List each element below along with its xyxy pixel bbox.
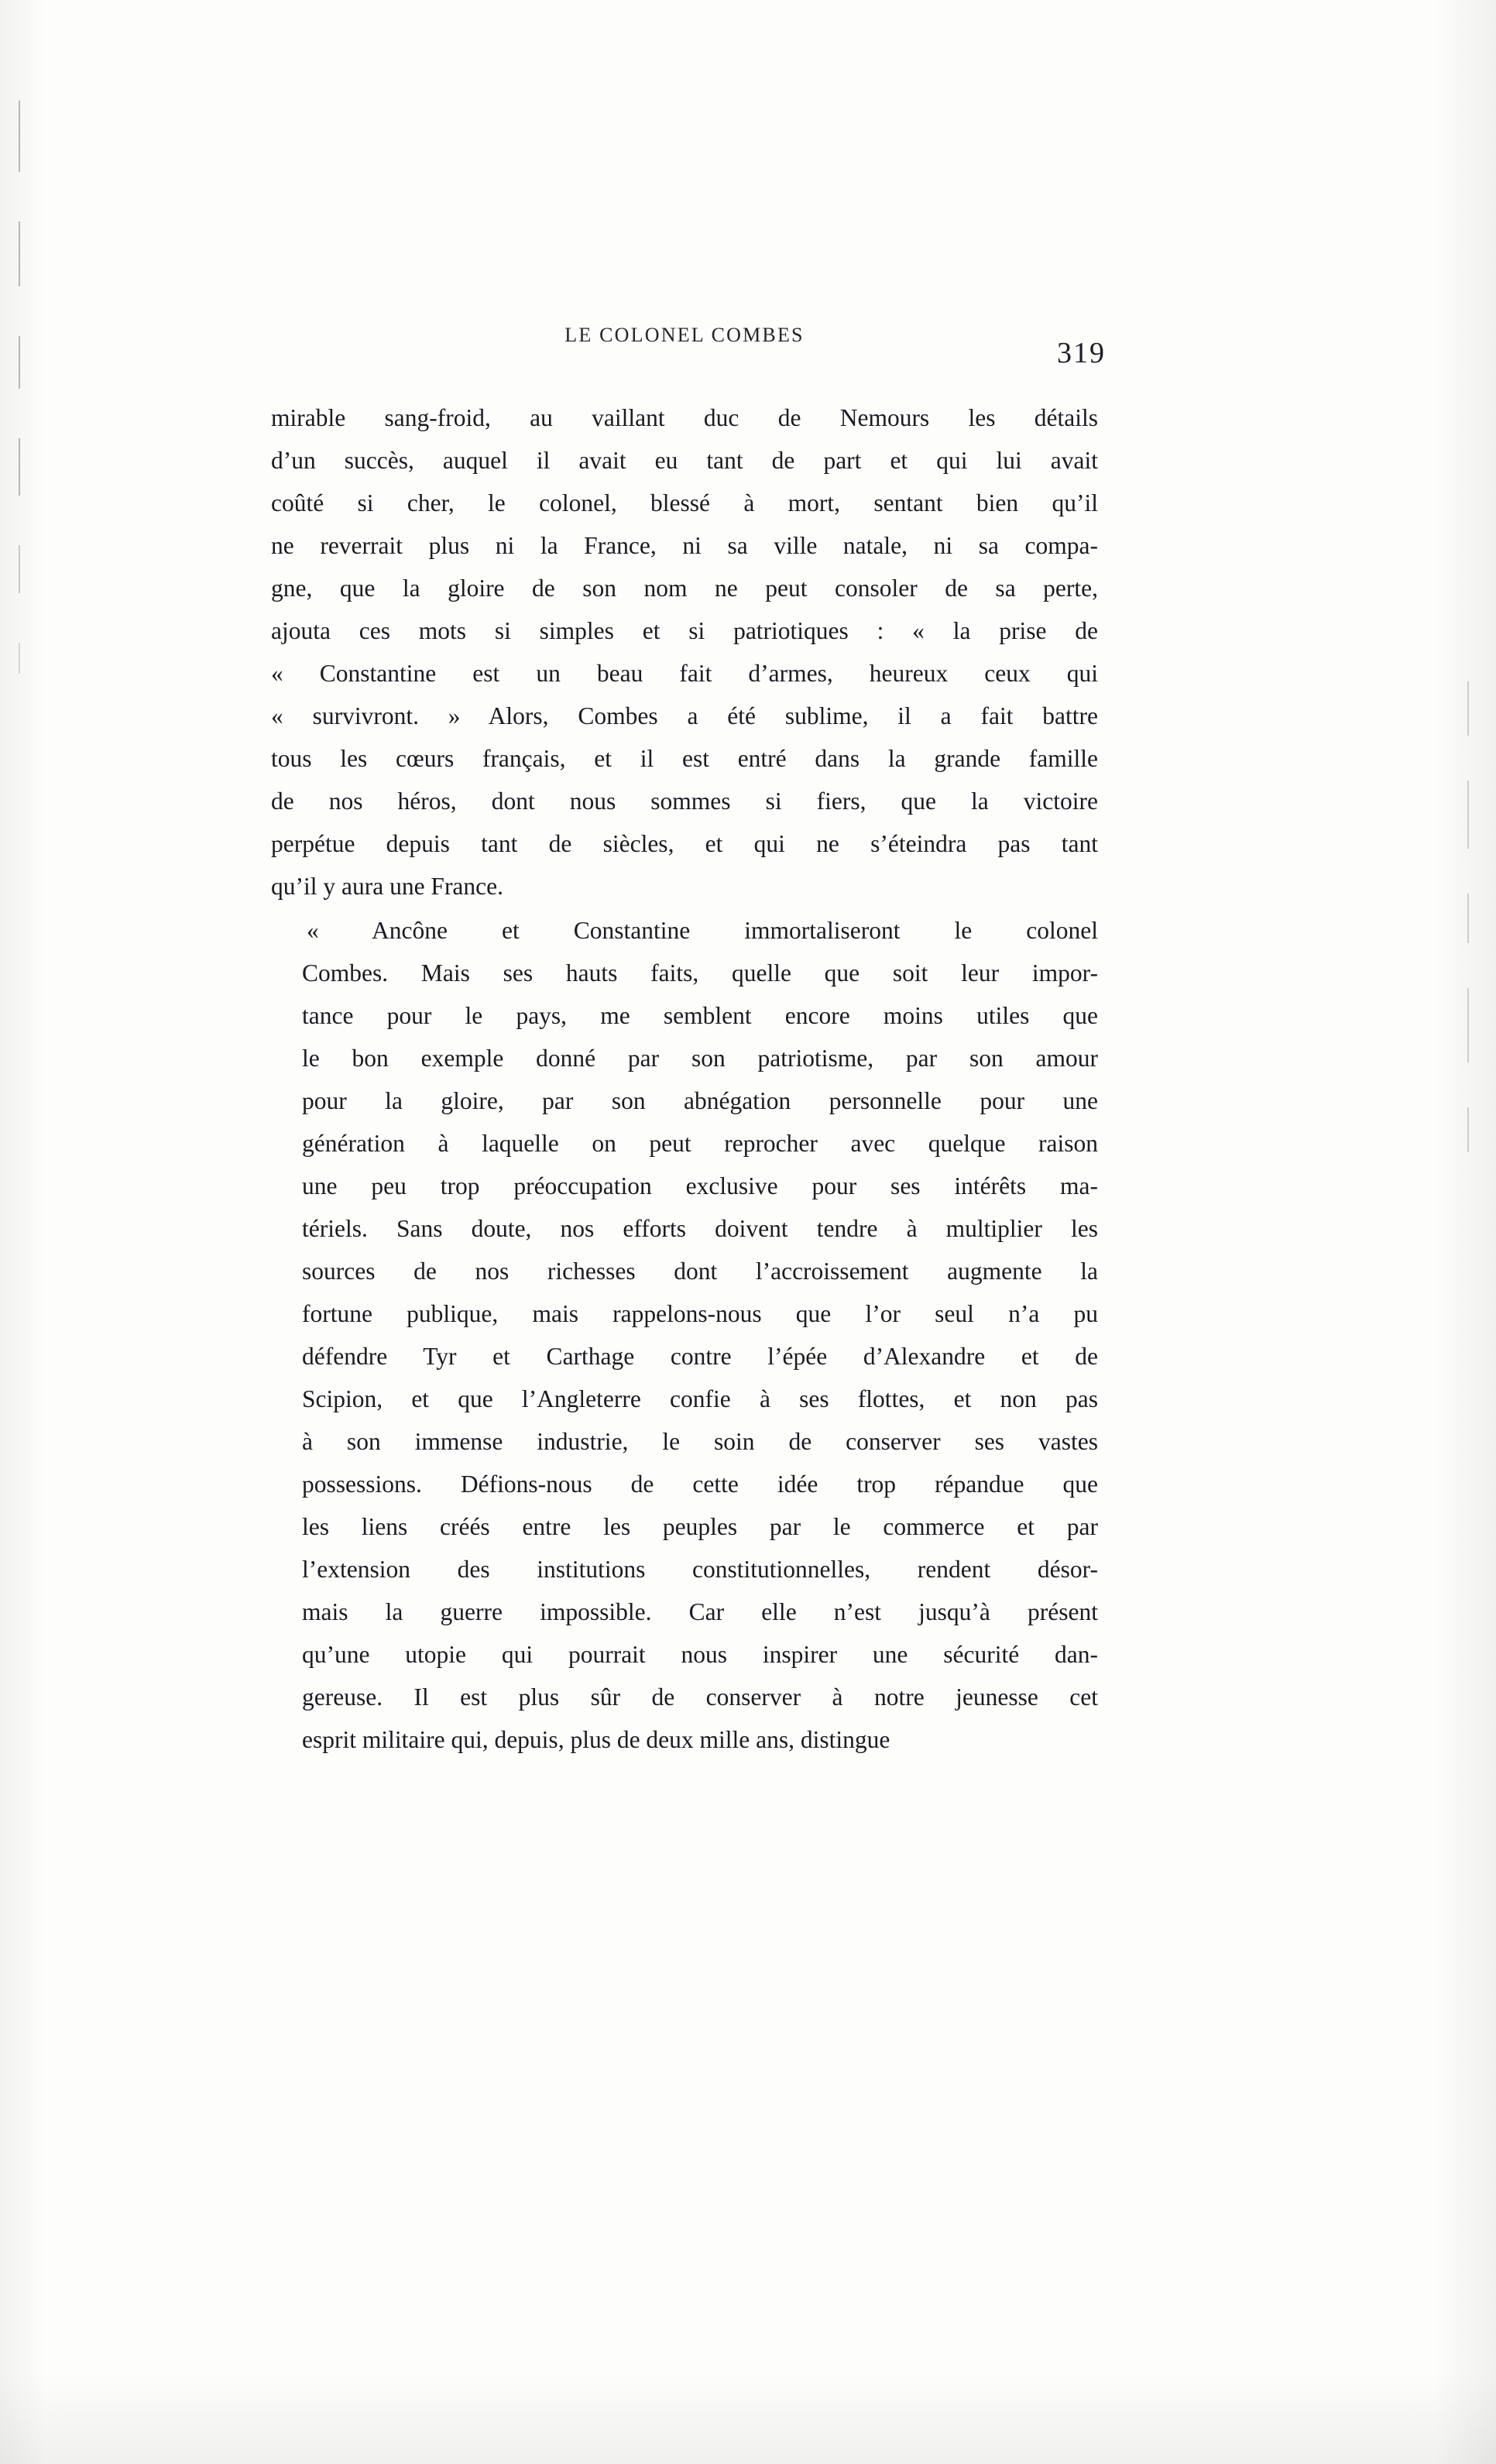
text-line: tance pour le pays, me semblent encore moins utiles que: [302, 1002, 1098, 1029]
page-left-shadow: [0, 0, 46, 2464]
text-line: les liens créés entre les peuples par le commerce et par: [302, 1513, 1098, 1540]
edge-mark: [1467, 781, 1469, 849]
page-number: 319: [1057, 337, 1106, 369]
text-line: « Ancône et Constantine immortaliseront le colonel: [307, 917, 1098, 944]
gutter-mark: [19, 221, 20, 287]
text-line: à son immense industrie, le soin de conserver ses vastes: [302, 1428, 1098, 1455]
edge-mark: [1467, 894, 1469, 943]
text-line: « Constantine est un beau fait d’armes, heureux ceux qui: [271, 660, 1098, 687]
text-line: pour la gloire, par son abnégation personnelle pour une: [302, 1087, 1098, 1114]
text-line: de nos héros, dont nous sommes si fiers, que la victoire: [271, 788, 1098, 815]
text-line: qu’une utopie qui pourrait nous inspirer une sécurité dan-: [302, 1641, 1098, 1668]
edge-mark: [1467, 1107, 1469, 1152]
edge-mark: [1467, 681, 1469, 736]
running-head: [271, 324, 1106, 369]
edge-mark: [1467, 988, 1469, 1062]
text-line: génération à laquelle on peut reprocher avec quelque raison: [302, 1130, 1098, 1157]
text-line: le bon exemple donné par son patriotisme, par son amour: [302, 1045, 1098, 1072]
text-line: d’un succès, auquel il avait eu tant de part et qui lui avait: [271, 447, 1098, 474]
text-line: ajouta ces mots si simples et si patriotiques : « la prise de: [271, 617, 1098, 644]
text-line: tous les cœurs français, et il est entré dans la grande famille: [271, 745, 1098, 772]
paragraph-2: [271, 909, 1098, 1761]
gutter-mark: [19, 545, 20, 593]
text-line: une peu trop préoccupation exclusive pour ses intérêts ma-: [302, 1172, 1098, 1199]
gutter-mark: [19, 438, 20, 496]
text-line: fortune publique, mais rappelons-nous que l’or seul n’a pu: [302, 1300, 1098, 1327]
text-line: coûté si cher, le colonel, blessé à mort, sentant bien qu’il: [271, 489, 1098, 516]
gutter-mark: [19, 643, 20, 674]
text-line: qu’il y aura une France.: [271, 873, 504, 900]
text-line: ne reverrait plus ni la France, ni sa ville natale, ni sa compa-: [271, 532, 1098, 559]
text-line: Combes. Mais ses hauts faits, quelle que soit leur impor-: [302, 959, 1098, 987]
text-line: tériels. Sans doute, nos efforts doivent tendre à multiplier les: [302, 1215, 1098, 1242]
text-line: défendre Tyr et Carthage contre l’épée d’Alexandre et de: [302, 1343, 1098, 1370]
text-line: possessions. Défions-nous de cette idée trop répandue que: [302, 1471, 1098, 1498]
text-line: Scipion, et que l’Angleterre confie à ses flottes, et non pas: [302, 1385, 1098, 1412]
page-text-block: [271, 324, 1106, 1761]
text-line: esprit militaire qui, depuis, plus de deux mille ans, distingue: [302, 1726, 890, 1753]
right-edge-scan-marks: [1467, 681, 1470, 1239]
text-line: sources de nos richesses dont l’accroissement augmente la: [302, 1258, 1098, 1285]
gutter-mark: [19, 101, 20, 172]
text-line: mais la guerre impossible. Car elle n’est jusqu’à présent: [302, 1598, 1098, 1625]
text-line: gne, que la gloire de son nom ne peut consoler de sa perte,: [271, 575, 1098, 602]
gutter-mark: [19, 336, 20, 389]
page-bottom-shadow: [0, 2371, 1496, 2464]
paragraph-1: [271, 396, 1098, 908]
text-line: « survivront. » Alors, Combes a été sublime, il a fait battre: [271, 702, 1098, 729]
running-head-title: LE COLONEL COMBES: [564, 324, 805, 346]
text-line: perpétue depuis tant de siècles, et qui ne s’éteindra pas tant: [271, 830, 1098, 857]
text-line: l’extension des institutions constitutionnelles, rendent désor-: [302, 1556, 1098, 1583]
text-line: mirable sang-froid, au vaillant duc de Nemours les détails: [271, 404, 1098, 431]
gutter-scan-marks: [19, 101, 22, 743]
text-line: gereuse. Il est plus sûr de conserver à notre jeunesse cet: [302, 1683, 1098, 1711]
page-right-shadow: [1434, 0, 1496, 2464]
